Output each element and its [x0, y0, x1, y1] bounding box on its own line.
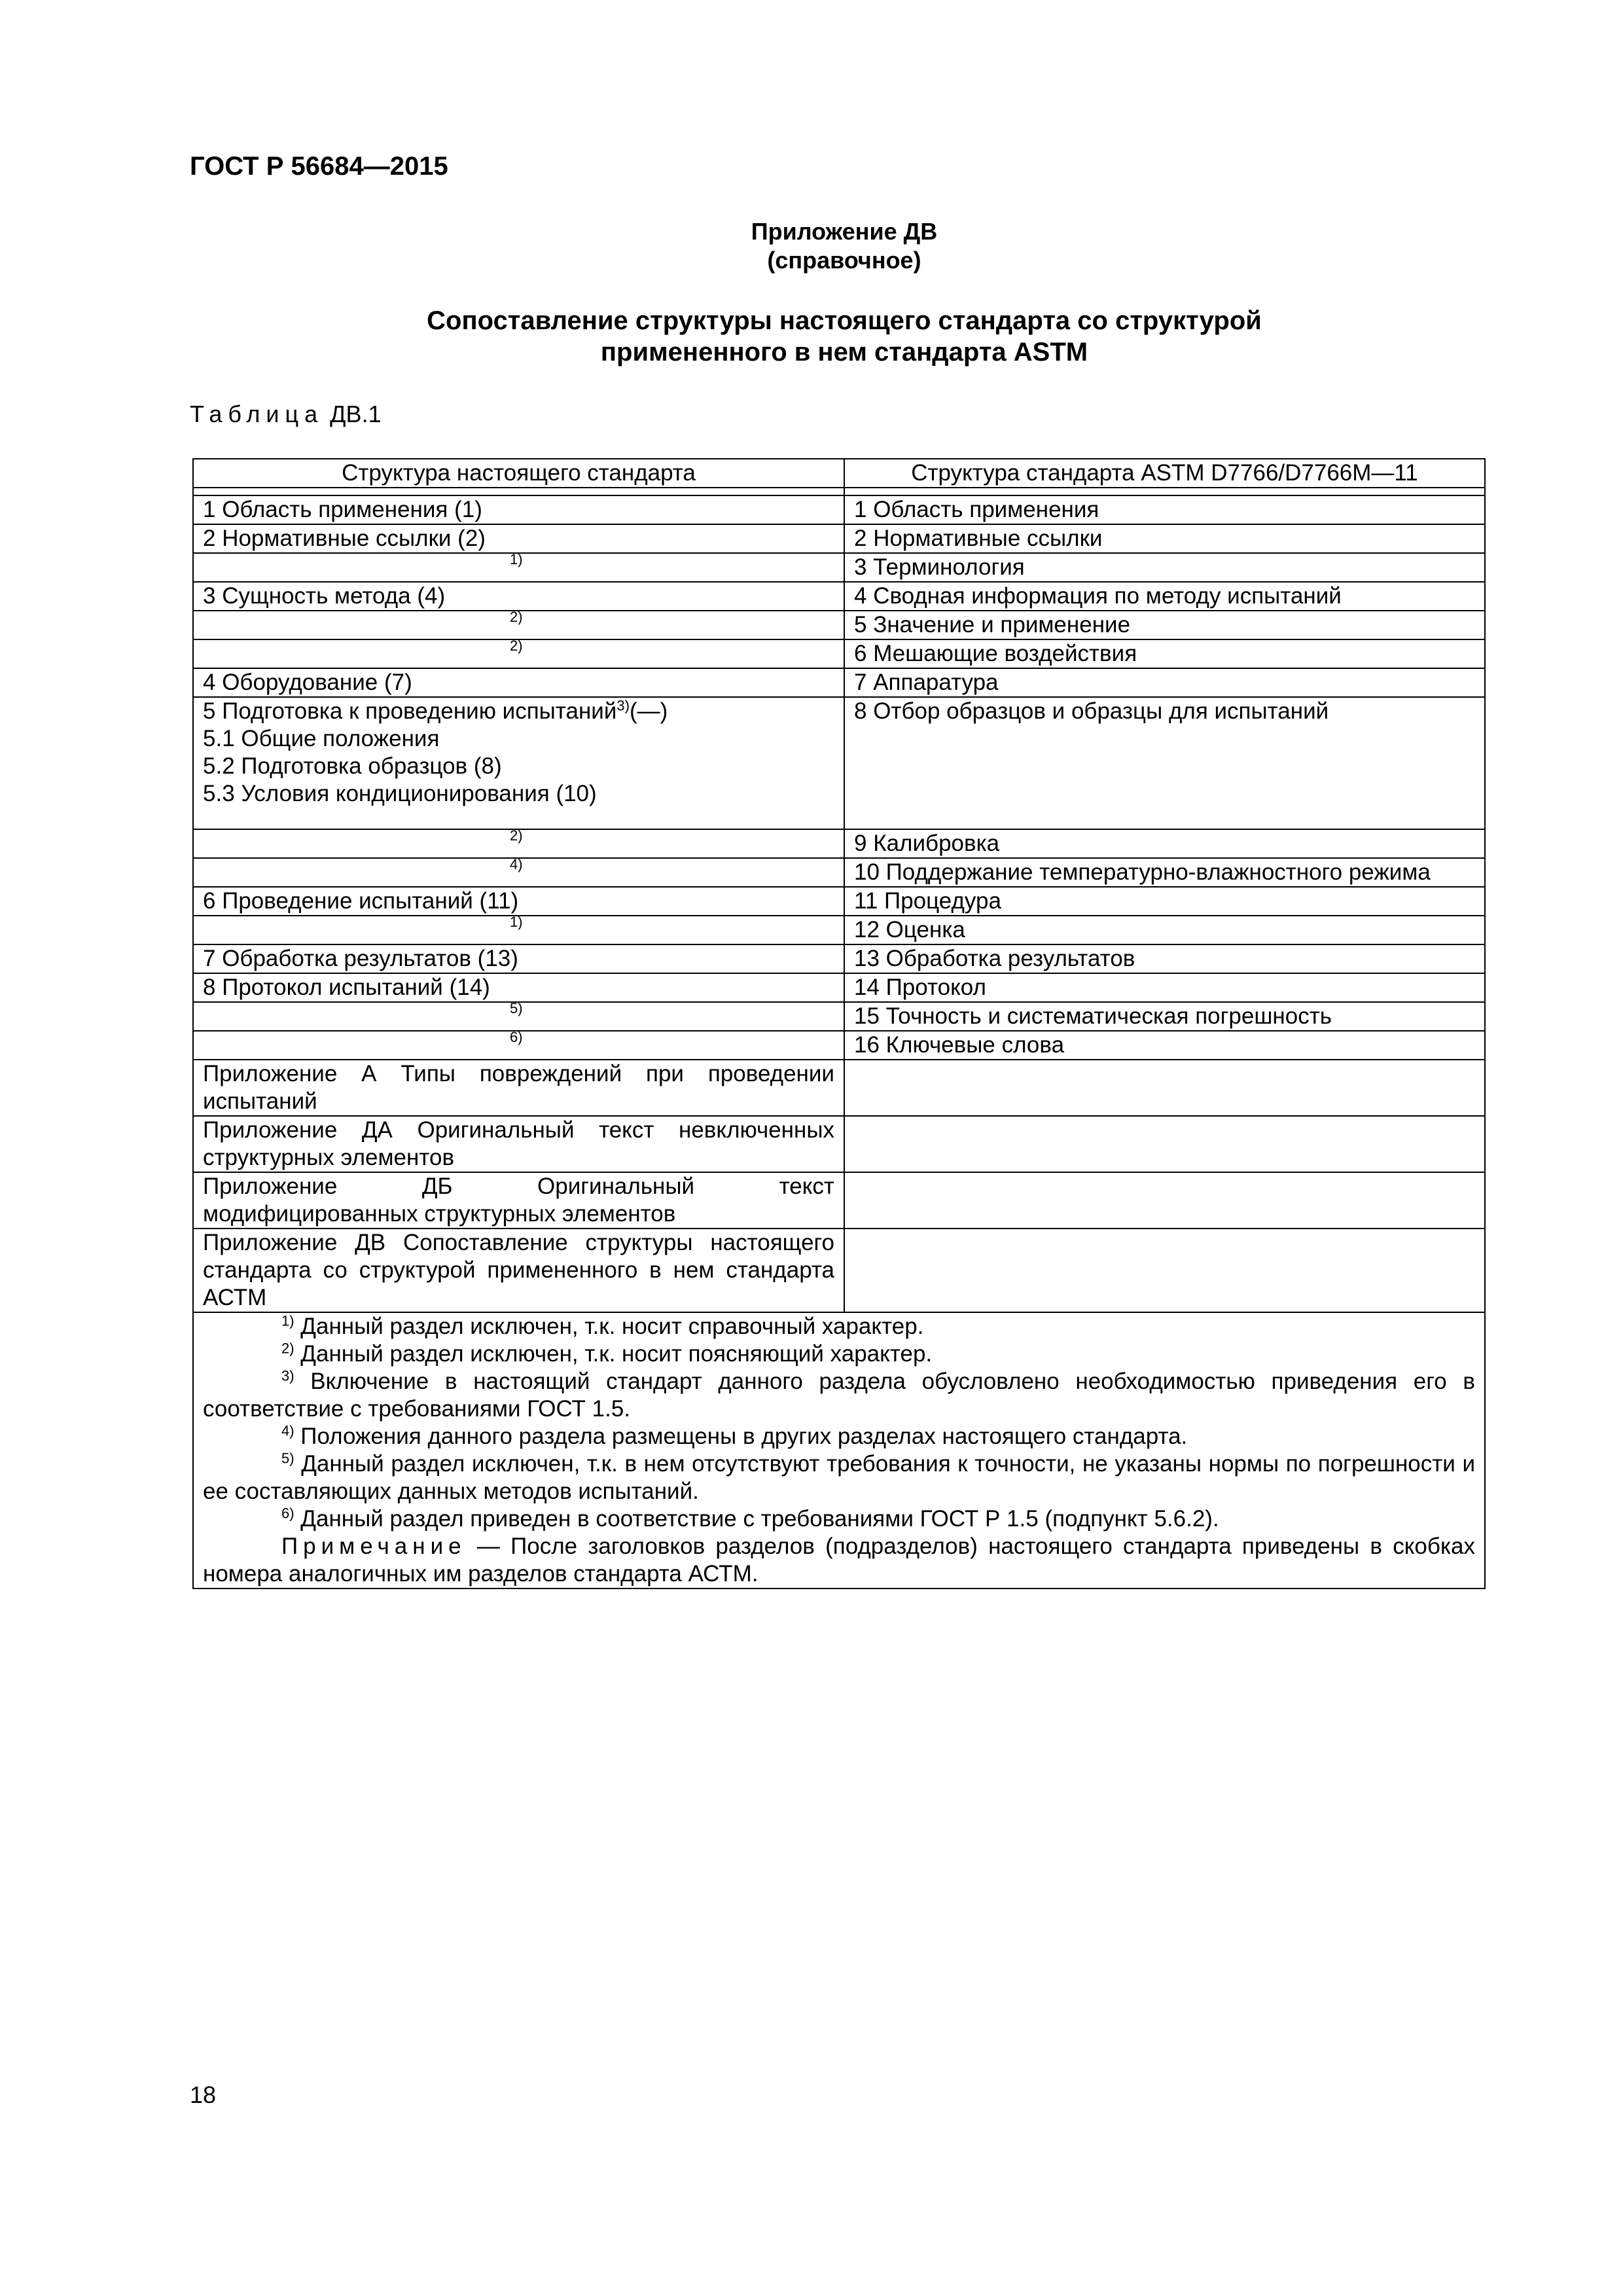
row-left: 4 Оборудование (7) [193, 668, 844, 697]
row-left-word: Приложение [203, 1174, 338, 1199]
table-header-row [193, 459, 1485, 488]
note-text: — После заголовков разделов (подразделов) настоящего стандарта приведены в скобках номера аналогичных им разделов стандарта АСТМ. [203, 1534, 1475, 1587]
row-left [193, 916, 844, 944]
table-row [193, 697, 1485, 829]
footnote-mark: 3) [281, 1367, 294, 1384]
row-left: 6 Проведение испытаний (11) [193, 887, 844, 916]
row-right: 10 Поддержание температурно-влажностного режима [844, 858, 1485, 887]
row-left-sub: 5.2 Подготовка образцов (8) [203, 753, 502, 779]
table-row [193, 611, 1485, 639]
row-left: 7 Обработка результатов (13) [193, 944, 844, 973]
footnote-text: Данный раздел приведен в соответствие с требованиями ГОСТ Р 1.5 (подпункт 5.6.2). [300, 1506, 1219, 1532]
row-right [844, 1060, 1485, 1116]
row-right: 4 Сводная информация по методу испытаний [844, 582, 1485, 611]
footnote-mark: 2) [510, 637, 523, 654]
footnote-mark: 2) [510, 609, 523, 625]
table-row [193, 944, 1485, 973]
row-left-sub: 5.1 Общие положения [203, 726, 440, 751]
footnotes-row [193, 1312, 1485, 1588]
row-left [193, 611, 844, 639]
comparison-table [192, 458, 1486, 1589]
row-left: 8 Протокол испытаний (14) [193, 973, 844, 1002]
page-number: 18 [190, 2081, 217, 2108]
appendix-heading [0, 217, 1623, 275]
table-row [193, 639, 1485, 668]
row-right: 9 Калибровка [844, 829, 1485, 858]
table-row [193, 495, 1485, 524]
appendix-name: Приложение ДВ [751, 218, 938, 245]
footnote [203, 1340, 1475, 1368]
col1-header: Структура настоящего стандарта [193, 459, 844, 488]
table-row [193, 668, 1485, 697]
row-right: 12 Оценка [844, 916, 1485, 944]
col2-header: Структура стандарта ASTM D7766/D7766M—11 [844, 459, 1485, 488]
footnote [203, 1505, 1475, 1533]
footnote-mark: 6) [510, 1029, 523, 1045]
footnote-text: Данный раздел исключен, т.к. носит поясняющий характер. [300, 1341, 933, 1367]
footnote-mark: 5) [281, 1450, 294, 1467]
row-left-tail: (—) [629, 698, 668, 724]
table-spacer-row [193, 488, 1485, 495]
footnote-mark: 6) [281, 1505, 294, 1522]
row-left [193, 858, 844, 887]
row-right: 3 Терминология [844, 553, 1485, 582]
row-right: 11 Процедура [844, 887, 1485, 916]
footnote [203, 1423, 1475, 1450]
footnote-mark: 3) [616, 697, 630, 714]
appendix-type: (справочное) [767, 247, 921, 274]
row-left-word: текст [779, 1174, 834, 1199]
footnote-mark: 4) [281, 1422, 294, 1439]
table-row [193, 916, 1485, 944]
footnotes-cell [193, 1312, 1485, 1588]
document-code: ГОСТ Р 56684—2015 [190, 152, 448, 181]
table-row [193, 1172, 1485, 1229]
row-right [844, 1172, 1485, 1229]
row-right: 1 Область применения [844, 495, 1485, 524]
row-right: 5 Значение и применение [844, 611, 1485, 639]
title-line-1: Сопоставление структуры настоящего стандарта со структурой [427, 306, 1262, 335]
row-right: 13 Обработка результатов [844, 944, 1485, 973]
table-label-number: ДВ.1 [330, 401, 382, 427]
footnote-mark: 5) [510, 1000, 523, 1016]
table-row [193, 1229, 1485, 1312]
table-row [193, 973, 1485, 1002]
row-left [193, 829, 844, 858]
row-left [193, 1031, 844, 1060]
title-line-2: примененного в нем стандарта ASTM [600, 338, 1088, 367]
footnote-text: Положения данного раздела размещены в других разделах настоящего стандарта. [300, 1424, 1188, 1449]
table-row [193, 829, 1485, 858]
row-left: Приложение ДВ Сопоставление структуры настоящего стандарта со структурой примененного в нем стандарта АСТМ [193, 1229, 844, 1312]
row-left [193, 697, 844, 829]
footnote-mark: 2) [281, 1340, 294, 1357]
row-right: 2 Нормативные ссылки [844, 524, 1485, 553]
row-left [193, 639, 844, 668]
row-right [844, 1116, 1485, 1172]
row-left-rest: модифицированных структурных элементов [203, 1201, 676, 1227]
table-row [193, 582, 1485, 611]
footnote-text: Данный раздел исключен, т.к. в нем отсутствуют требования к точности, не указаны нормы по погрешности и ее составляющих данных методов испытаний. [203, 1451, 1475, 1504]
footnote-text: Включение в настоящий стандарт данного раздела обусловлено необходимостью приведения его в соответствие с требованиями ГОСТ 1.5. [203, 1369, 1475, 1422]
footnote [203, 1450, 1475, 1505]
table-row [193, 553, 1485, 582]
row-right: 8 Отбор образцов и образцы для испытаний [844, 697, 1485, 829]
row-left: Приложение А Типы повреждений при проведении испытаний [193, 1060, 844, 1116]
footnote [203, 1368, 1475, 1423]
row-left-word: ДБ [421, 1174, 453, 1199]
table-row [193, 1031, 1485, 1060]
note-label: Примечание [281, 1534, 467, 1559]
row-right: 16 Ключевые слова [844, 1031, 1485, 1060]
page-title [0, 305, 1623, 368]
table-label-word: Таблица [190, 401, 324, 427]
row-left-sub: 5.3 Условия кондиционирования (10) [203, 781, 597, 806]
row-left: 1 Область применения (1) [193, 495, 844, 524]
row-right [844, 1229, 1485, 1312]
row-right: 7 Аппаратура [844, 668, 1485, 697]
row-left-main: 5 Подготовка к проведению испытаний [203, 698, 617, 724]
table-row [193, 524, 1485, 553]
table-note [203, 1533, 1475, 1588]
row-right: 6 Мешающие воздействия [844, 639, 1485, 668]
footnote [203, 1313, 1475, 1340]
footnote-mark: 1) [510, 914, 523, 930]
row-left-word: Оригинальный [537, 1174, 695, 1199]
row-left [193, 1172, 844, 1229]
footnote-mark: 2) [510, 827, 523, 844]
table-row [193, 887, 1485, 916]
row-left [193, 553, 844, 582]
table-label [190, 401, 382, 428]
row-left: Приложение ДА Оригинальный текст невключенных структурных элементов [193, 1116, 844, 1172]
footnote-mark: 1) [281, 1312, 294, 1329]
table-row [193, 1116, 1485, 1172]
footnote-mark: 4) [510, 856, 523, 872]
row-right: 14 Протокол [844, 973, 1485, 1002]
footnote-mark: 1) [510, 551, 523, 567]
table-row [193, 858, 1485, 887]
table-row [193, 1002, 1485, 1031]
table-row [193, 1060, 1485, 1116]
row-left: 2 Нормативные ссылки (2) [193, 524, 844, 553]
row-right: 15 Точность и систематическая погрешность [844, 1002, 1485, 1031]
row-left: 3 Сущность метода (4) [193, 582, 844, 611]
row-left [193, 1002, 844, 1031]
footnote-text: Данный раздел исключен, т.к. носит справочный характер. [300, 1314, 924, 1339]
